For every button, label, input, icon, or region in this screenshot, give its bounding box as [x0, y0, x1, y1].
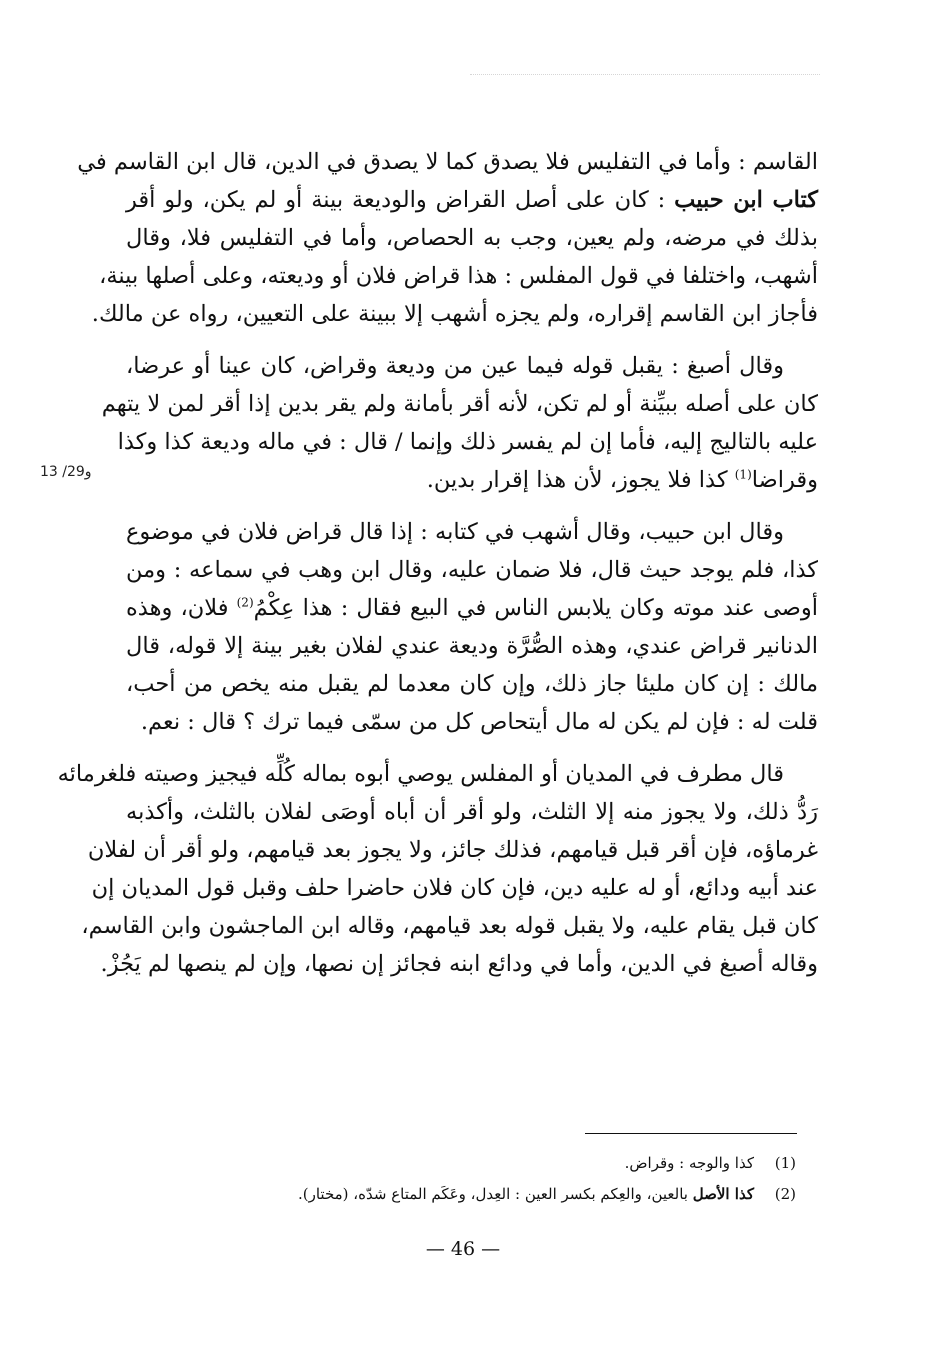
text-line: [126, 589, 818, 627]
paragraph-2: [101, 347, 818, 499]
text-line: الدنانير قراض عندي، وهذه الصُّرَّة وديعة عندي لفلان بغير بينة إلا قوله، قال: [126, 633, 818, 659]
text-line: كذا، فلم يوجد حيث قال، فلا ضمان عليه، وقال ابن وهب في سماعه : ومن: [126, 557, 818, 583]
footnote-ref-1[interactable]: (1): [734, 467, 752, 482]
book-title: كتاب ابن حبيب: [674, 187, 818, 213]
text-line: بذلك في مرضه، ولم يعين، وجب به الحصاص، وأما في التفليس فلا، وقال: [126, 225, 818, 251]
footnote-text: [150, 1179, 754, 1210]
footnote-2: [150, 1179, 796, 1210]
text-run: وقراضا: [751, 467, 818, 493]
text-line: أشهب، واختلفا في قول المفلس : هذا قراض فلان أو وديعته، وعلى أصلها بينة،: [99, 263, 818, 289]
paragraph-1: [77, 143, 818, 333]
text-run: أوصى عند موته وكان يلابس الناس في البيع فقال : هذا عِكْمُ: [253, 595, 818, 621]
footnotes: [150, 1148, 796, 1210]
text-line: [126, 461, 818, 499]
footnote-ref-2[interactable]: (2): [236, 595, 254, 610]
text-line: كان على أصله ببيِّنة أو لم تكن، لأنه أقر بأمانة ولم يقر بدين إذا أقر لمن لا يتهم: [101, 391, 818, 417]
paragraph-3: [126, 513, 818, 741]
text-line: وقال ابن حبيب، وقال أشهب في كتابه : إذا قال قراض فلان في موضوع: [126, 519, 784, 545]
footnote-number: (2): [774, 1185, 796, 1203]
text-run: فلان، وهذه: [126, 595, 237, 621]
text-line: وقال أصبغ : يقبل قوله فيما عين من وديعة وقراض، كان عينا أو عرضا،: [126, 353, 784, 379]
footnote-number: (1): [774, 1154, 796, 1172]
page-number: — 46 —: [425, 1238, 501, 1260]
text-line: فأجاز ابن القاسم إقراره، ولم يجزه أشهب إلا ببينة على التعيين، رواه عن مالك.: [91, 301, 818, 327]
text-line: عليه بالتاليج إليه، فأما إن لم يفسر ذلك وإنما / قال : في ماله وديعة كذا وكذا: [117, 429, 818, 455]
footnote-divider: [585, 1133, 797, 1134]
manuscript-folio-note: 13 /29و: [40, 464, 92, 480]
text-run: كذا الأصل: [692, 1185, 754, 1203]
text-run: كذا فلا يجوز، لأن هذا إقرار بدين.: [426, 467, 735, 493]
text-line: القاسم : وأما في التفليس فلا يصدق كما لا يصدق في الدين، قال ابن القاسم في: [77, 149, 818, 175]
text-line: رَدُّ ذلك، ولا يجوز منه إلا الثلث، ولو أقر أن أباه أوصَى لفلان بالثلث، وأكذبه: [126, 799, 818, 825]
footnote-text: كذا والوجه : وقراض.: [624, 1154, 754, 1172]
text-line: قال مطرف في المديان أو المفلس يوصي أبوه بماله كُلِّه فيجيز وصيته فلغرمائه: [57, 761, 784, 787]
scan-artifact: [470, 74, 820, 75]
text-line: عند أبيه ودائع، أو له عليه دين، فإن كان فلان حاضرا حلف وقبل قول المديان إن: [91, 875, 818, 901]
text-line: قلت له : فإن لم يكن له مال أيتحاص كل من سمّى فيما ترك ؟ قال : نعم.: [140, 709, 818, 735]
text-run: : كان على أصل القراض والوديعة بينة أو لم يكن، ولو أقر: [126, 187, 675, 213]
text-run: بالعين، والعِكم بكسر العين : العِدل، وعَكَم المتاع شدّه، (مختار).: [297, 1185, 693, 1203]
text-line: غرماؤه، فإن أقر قبل قيامهم، فذلك جائز، ولا يجوز بعد قيامهم، ولو أقر أن لفلان: [87, 837, 818, 863]
text-line: [126, 181, 818, 219]
paragraph-4: [57, 755, 818, 983]
text-line: مالك : إن كان مليئا جاز ذلك، وإن كان معدما لم يقبل منه يخص من أحب،: [126, 671, 818, 697]
text-line: كان قبل يقام عليه، ولا يقبل قوله بعد قيامهم، وقاله ابن الماجشون وابن القاسم،: [81, 913, 818, 939]
text-line: وقاله أصبغ في الدين، وأما في ودائع ابنه فجائز إن نصها، وإن لم ينصها لم يَجُزْ.: [100, 951, 818, 977]
footnote-1: [150, 1148, 796, 1179]
